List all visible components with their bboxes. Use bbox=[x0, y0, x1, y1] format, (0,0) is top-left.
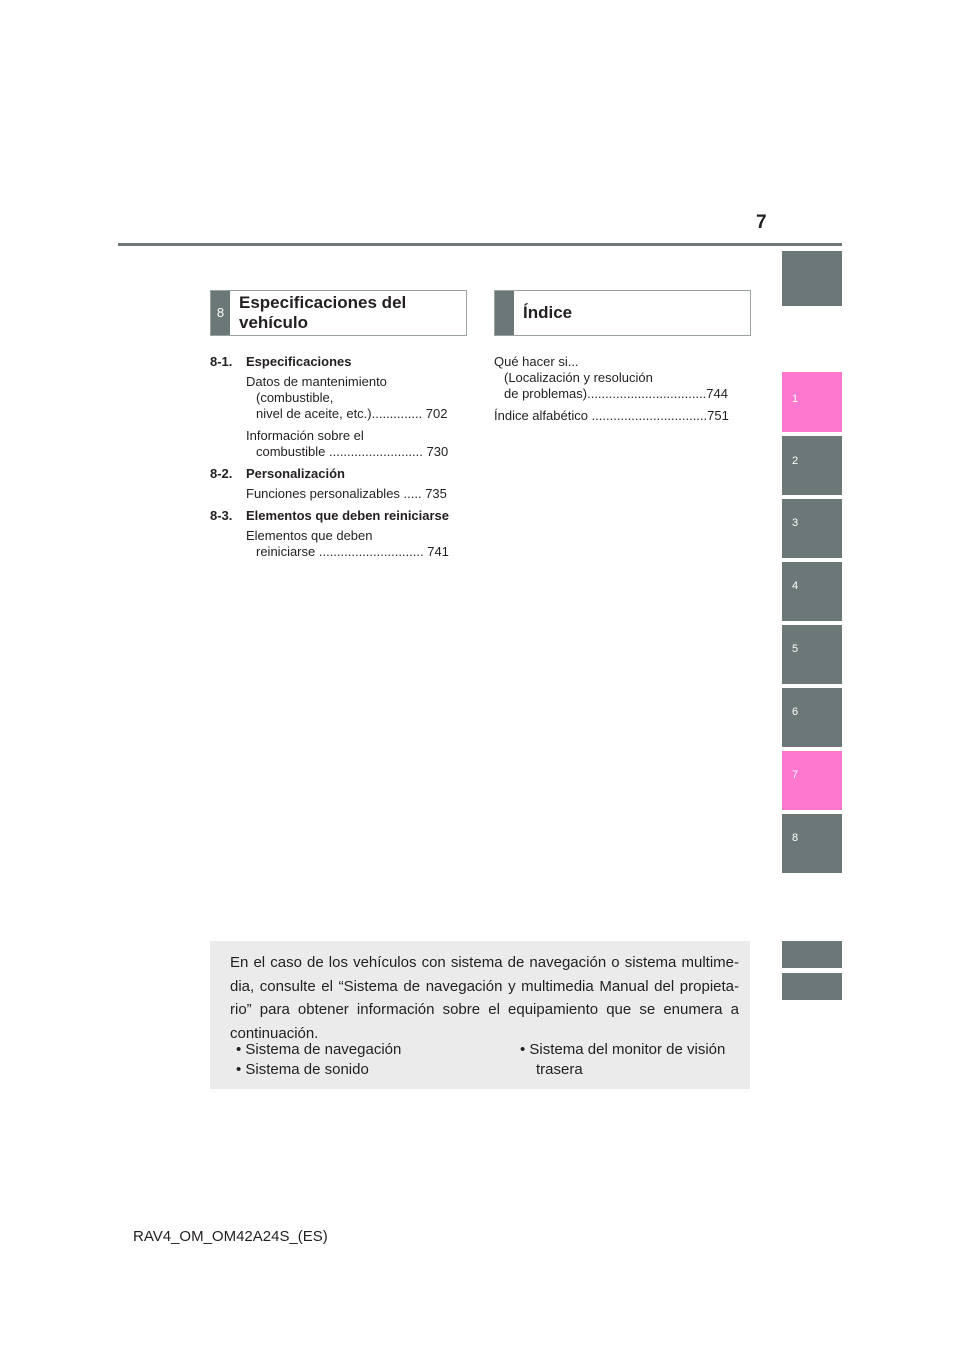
side-tab-6[interactable] bbox=[782, 688, 842, 747]
side-tab-7[interactable] bbox=[782, 751, 842, 810]
side-tab-2[interactable] bbox=[782, 436, 842, 495]
side-tab-5[interactable] bbox=[782, 625, 842, 684]
toc-index bbox=[494, 354, 744, 424]
bullet-item-continuation: trasera bbox=[536, 1061, 583, 1078]
side-tab-label: 4 bbox=[792, 580, 799, 592]
side-tab-3[interactable] bbox=[782, 499, 842, 558]
page-number: 7 bbox=[756, 212, 767, 233]
toc-entry[interactable]: Datos de mantenimiento (combustible, nivel de aceite, etc.).............. 702 bbox=[246, 374, 448, 421]
toc-heading[interactable]: 8-1. Especificaciones bbox=[210, 354, 352, 369]
section-header-index bbox=[494, 290, 751, 336]
side-tab-label: 8 bbox=[792, 832, 799, 844]
side-tab-1[interactable] bbox=[782, 372, 842, 432]
footer-doc-code: RAV4_OM_OM42A24S_(ES) bbox=[133, 1228, 328, 1245]
toc-entry[interactable]: Índice alfabético ................................751 bbox=[494, 408, 729, 423]
toc-heading[interactable]: 8-2. Personalización bbox=[210, 466, 345, 481]
side-tab-label: 1 bbox=[792, 393, 799, 405]
toc-entry[interactable]: Elementos que deben reiniciarse ............................. 741 bbox=[246, 528, 449, 559]
side-tab-blank-top[interactable] bbox=[782, 251, 842, 306]
toc-specifications bbox=[210, 354, 460, 566]
side-tab-label: 6 bbox=[792, 706, 799, 718]
bullet-item: • Sistema de navegación bbox=[236, 1041, 402, 1058]
toc-entry[interactable]: Funciones personalizables ..... 735 bbox=[246, 486, 447, 501]
side-tab-blank-bottom-2[interactable] bbox=[782, 973, 842, 1000]
bullet-list-left bbox=[236, 1040, 401, 1080]
note-box bbox=[210, 941, 750, 1089]
section-header-specifications bbox=[210, 290, 467, 336]
header-rule bbox=[118, 243, 842, 246]
side-tab-4[interactable] bbox=[782, 562, 842, 621]
section-title: Especificaciones del vehículo bbox=[239, 293, 407, 332]
toc-heading[interactable]: 8-3. Elementos que deben reiniciarse bbox=[210, 508, 450, 523]
toc-entry[interactable]: Qué hacer si... (Localización y resolución de problemas).................................744 bbox=[494, 354, 728, 401]
side-tab-label: 2 bbox=[792, 455, 799, 467]
side-tab-label: 5 bbox=[792, 643, 799, 655]
side-tab-label: 3 bbox=[792, 517, 799, 529]
note-text: En el caso de los vehículos con sistema de navegación o sistema multime-dia, consulte el “Sistema de navegación y multimedia Manual del propieta-rio” para obtener información sobre el equipamiento que se enumera a continuación. bbox=[230, 954, 739, 1042]
section-title: Índice bbox=[523, 303, 573, 322]
bullet-item: • Sistema del monitor de visión bbox=[520, 1041, 726, 1058]
side-tab-8[interactable] bbox=[782, 814, 842, 873]
bullet-list-right bbox=[520, 1040, 739, 1080]
toc-entry[interactable]: Información sobre el combustible .......................... 730 bbox=[246, 428, 449, 459]
side-tab-blank-bottom-1[interactable] bbox=[782, 941, 842, 968]
bullet-item: • Sistema de sonido bbox=[236, 1061, 369, 1078]
section-number-blank bbox=[495, 291, 514, 335]
section-number: 8 bbox=[211, 291, 230, 335]
side-tab-label: 7 bbox=[792, 769, 799, 781]
